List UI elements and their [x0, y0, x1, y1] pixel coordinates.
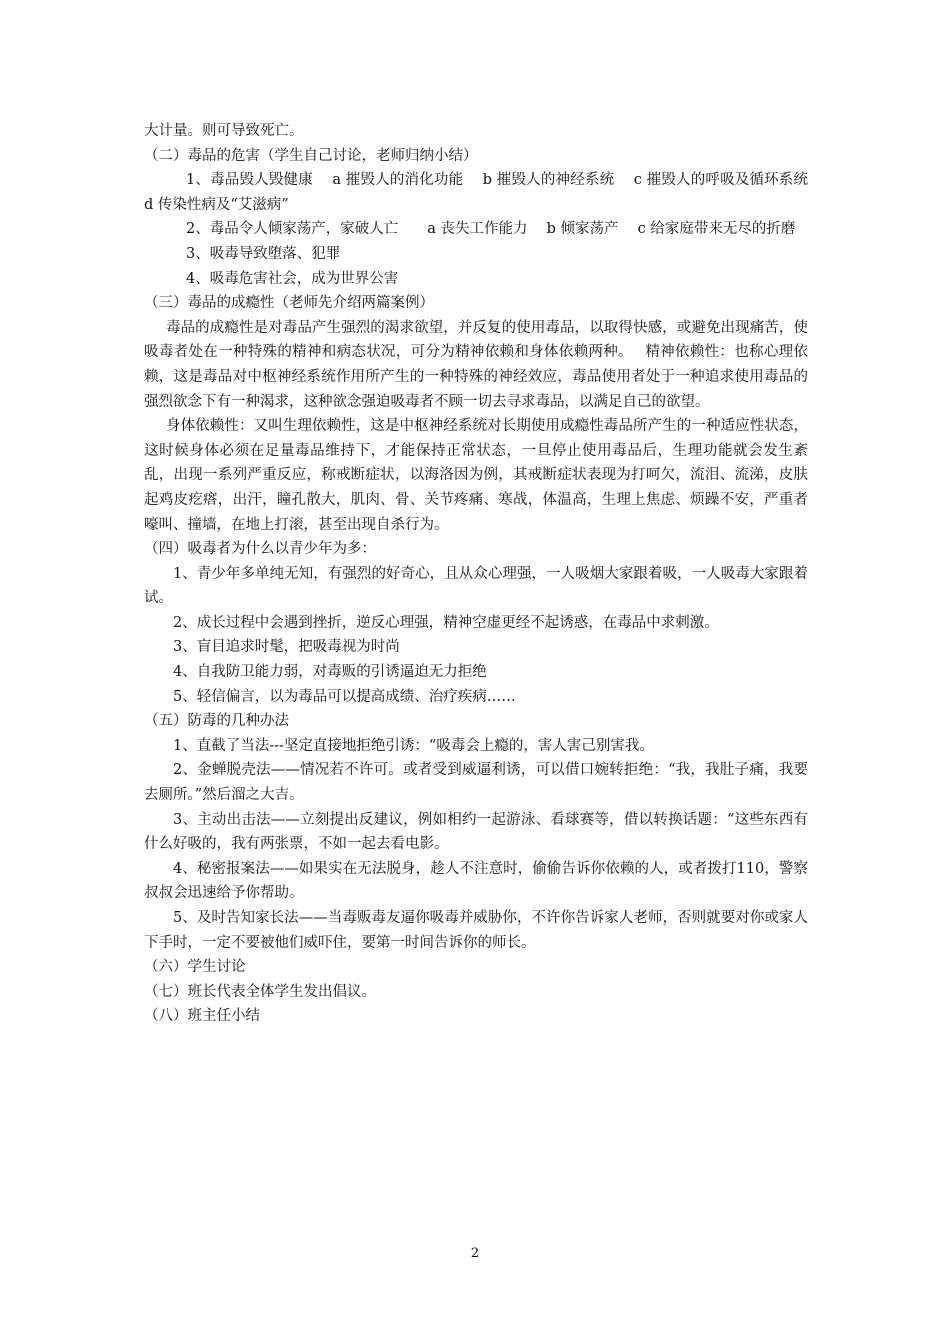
section-heading-2: （二）毒品的危害（学生自己讨论，老师归纳小结） [144, 147, 478, 164]
paragraph: 身体依赖性：又叫生理依赖性，这是中枢神经系统对长期使用成瘾性毒品所产生的一种适应性状态，这时候身体必须在足量毒品维持下，才能保持正常状态，一旦停止使用毒品后，生理功能就会发生紊乱，出现一系列严重反应，称戒断症状，以海洛因为例，其戒断症状表现为打呵欠，流泪、流涕，皮肤起鸡皮疙瘩，出汗，瞳孔散大，肌肉、骨、关节疼痛、寒战，体温高，生理上焦虑、烦躁不安，严重者嚎叫、撞墙，在地上打滚，甚至出现自杀行为。 [144, 418, 808, 533]
list-item: 3、盲目追求时髦，把吸毒视为时尚 [173, 639, 400, 656]
section-heading-3: （三）毒品的成瘾性（老师先介绍两篇案例） [144, 295, 434, 312]
list-item: 2、毒品令人倾家荡产，家破人亡 a 丧失工作能力 b 倾家荡产 c 给家庭带来无尽的折磨 [186, 221, 796, 238]
list-item: 3、主动出击法——立刻提出反建议，例如相约一起游泳、看球赛等，借以转换话题：“这些东西有什么好吸的，我有两张票，不如一起去看电影。 [144, 811, 808, 853]
list-item: 5、轻信偏言，以为毒品可以提高成绩、治疗疾病…… [173, 688, 516, 705]
list-item: 5、及时告知家长法——当毒贩毒友逼你吸毒并威胁你，不许你告诉家人老师，否则就要对你或家人下手时，一定不要被他们威吓住，要第一时间告诉你的师长。 [144, 910, 808, 951]
section-heading-4: （四）吸毒者为什么以青少年为多： [144, 541, 376, 558]
page-number: 2 [470, 1246, 480, 1261]
section-heading-5: （五）防毒的几种办法 [144, 713, 289, 730]
document-body [144, 119, 837, 1029]
list-item: 4、自我防卫能力弱，对毒贩的引诱逼迫无力拒绝 [173, 664, 487, 681]
list-item: 3、吸毒导致堕落、犯罪 [186, 245, 341, 262]
list-item: 2、金蝉脱壳法——情况若不许可。或者受到威逼利诱，可以借口婉转拒绝：“我，我肚子痛，我要去厕所。”然后溜之大吉。 [144, 762, 808, 804]
paragraph: 毒品的成瘾性是对毒品产生强烈的渴求欲望，并反复的使用毒品，以取得快感，或避免出现痛苦，使吸毒者处在一种特殊的精神和病态状况，可分为精神依赖和身体依赖两种。 精神依赖性：也称心理依赖，这是毒品对中枢神经系统作用所产生的一种特殊的神经效应，毒品使用者处于一种追求使用毒品的强烈欲念下有一种渴求，这种欲念强迫吸毒者不顾一切去寻求毒品，以满足自己的欲望。 [144, 319, 808, 410]
list-item: 1、毒品毁人毁健康 a 摧毁人的消化功能 b 摧毁人的神经系统 c 摧毁人的呼吸及循环系统 d 传染性病及“艾滋病” [144, 172, 837, 213]
section-heading-6: （六）学生讨论 [144, 959, 246, 976]
list-item: 1、直截了当法---坚定直接地拒绝引诱：“吸毒会上瘾的，害人害己别害我。 [173, 737, 654, 754]
text-line: 大计量。则可导致死亡。 [144, 123, 304, 139]
list-item: 1、青少年多单纯无知，有强烈的好奇心，且从众心理强，一人吸烟大家跟着吸，一人吸毒大家跟着试。 [144, 565, 808, 607]
section-heading-7: （七）班长代表全体学生发出倡议。 [144, 983, 376, 1000]
list-item: 4、秘密报案法——如果实在无法脱身，趁人不注意时，偷偷告诉你依赖的人，或者拨打110，警察叔叔会迅速给予你帮助。 [144, 860, 808, 902]
section-heading-8: （八）班主任小结 [144, 1008, 260, 1025]
list-item: 4、吸毒危害社会，成为世界公害 [186, 270, 399, 287]
list-item: 2、成长过程中会遇到挫折，逆反心理强，精神空虚更经不起诱惑，在毒品中求刺激。 [173, 614, 719, 631]
